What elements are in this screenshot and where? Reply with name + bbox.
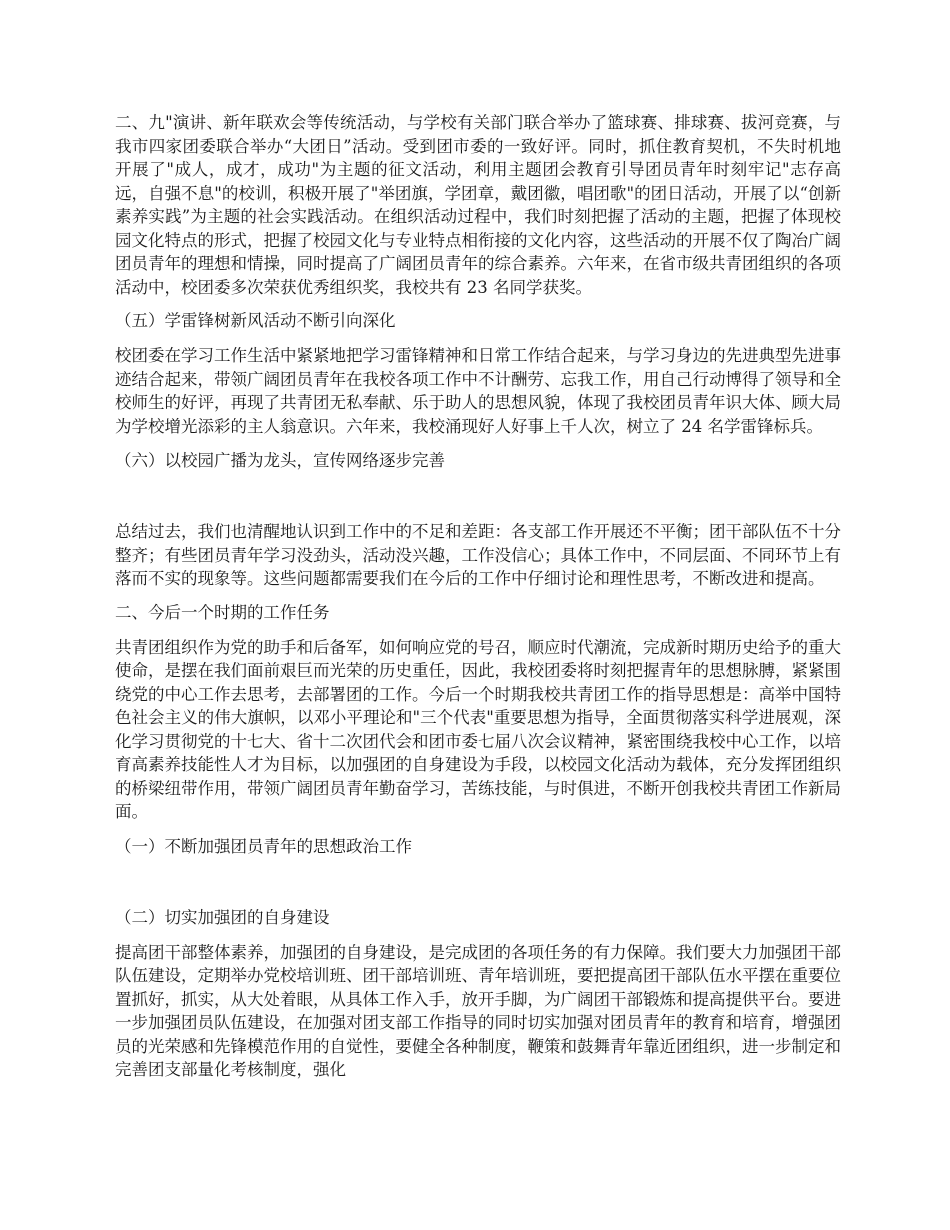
- subsection-heading-1: （一）不断加强团员青年的思想政治工作: [115, 836, 412, 856]
- section-heading-tasks: 二、今后一个时期的工作任务: [115, 602, 330, 622]
- paragraph-lei-feng: 校团委在学习工作生活中紧紧地把学习雷锋精神和日常工作结合起来，与学习身边的先进典型先进事迹结合起来，带领广阔团员青年在我校各项工作中不计酬劳、忘我工作，用自己行动博得了领导和全校师生的好评，再现了共青团无私奉献、乐于助人的思想风貌，体现了我校团员青年识大体、顾大局为学校增光添彩的主人翁意识。六年来，我校涌现好人好事上千人次，树立了 24 名学雷锋标兵。: [115, 346, 841, 436]
- paragraph-summary: 总结过去，我们也清醒地认识到工作中的不足和差距：各支部工作开展还不平衡；团干部队伍不十分整齐；有些团员青年学习没劲头，活动没兴趣，工作没信心；具体工作中，不同层面、不同环节上有落而不实的现象等。这些问题都需要我们在今后的工作中仔细讨论和理性思考，不断改进和提高。: [115, 522, 841, 588]
- paragraph-self-building: 提高团干部整体素养，加强团的自身建设，是完成团的各项任务的有力保障。我们要大力加强团干部队伍建设，定期举办党校培训班、团干部培训班、青年培训班，要把提高团干部队伍水平摆在重要位置抓好，抓实，从大处着眼，从具体工作入手，放开手脚，为广阔团干部锻炼和提高提供平台。要进一步加强团员队伍建设，在加强对团支部工作指导的同时切实加强对团员青年的教育和培育，增强团员的光荣感和先锋模范作用的自觉性，要健全各种制度，鞭策和鼓舞青年靠近团组织，进一步制定和完善团支部量化考核制度，强化: [115, 942, 841, 1079]
- paragraph-guiding-thought: 共青团组织作为党的助手和后备军，如何响应党的号召，顺应时代潮流，完成新时期历史给予的重大使命，是摆在我们面前艰巨而光荣的历史重任，因此，我校团委将时刻把握青年的思想脉膊，紧紧围绕党的中心工作去思考，去部署团的工作。今后一个时期我校共青团工作的指导思想是：高举中国特色社会主义的伟大旗帜，以邓小平理论和"三个代表"重要思想为指导，全面贯彻落实科学进展观，深化学习贯彻党的十七大、省十二次团代会和团市委七届八次会议精神，紧密围绕我校中心工作，以培育高素养技能性人才为目标，以加强团的自身建设为手段，以校园文化活动为载体，充分发挥团组织的桥梁纽带作用，带领广阔团员青年勤奋学习，苦练技能，与时俱进，不断开创我校共青团工作新局面。: [115, 637, 841, 821]
- document-body: [115, 111, 841, 1082]
- section-heading-5: （五）学雷锋树新风活动不断引向深化: [115, 311, 396, 330]
- subsection-heading-2: （二）切实加强团的自身建设: [115, 907, 330, 927]
- section-heading-6: （六）以校园广播为龙头，宣传网络逐步完善: [115, 451, 445, 470]
- paragraph-activities: 二、九"演讲、新年联欢会等传统活动，与学校有关部门联合举办了篮球赛、排球赛、拔河竞赛，与我市四家团委联合举办“大团日”活动。受到团市委的一致好评。同时，抓住教育契机，不失时机地开展了"成人，成才，成功"为主题的征文活动，利用主题团会教育引导团员青年时刻牢记"志存高远，自强不息"的校训，积极开展了"举团旗，学团章，戴团徽，唱团歌"的团日活动，开展了以“创新素养实践”为主题的社会实践活动。在组织活动过程中，我们时刻把握了活动的主题，把握了体现校园文化特点的形式，把握了校园文化与专业特点相衔接的文化内容，这些活动的开展不仅了陶冶广阔团员青年的理想和情操，同时提高了广阔团员青年的综合素养。六年来，在省市级共青团组织的各项活动中，校团委多次荣获优秀组织奖，我校共有 23 名同学获奖。: [115, 113, 841, 297]
